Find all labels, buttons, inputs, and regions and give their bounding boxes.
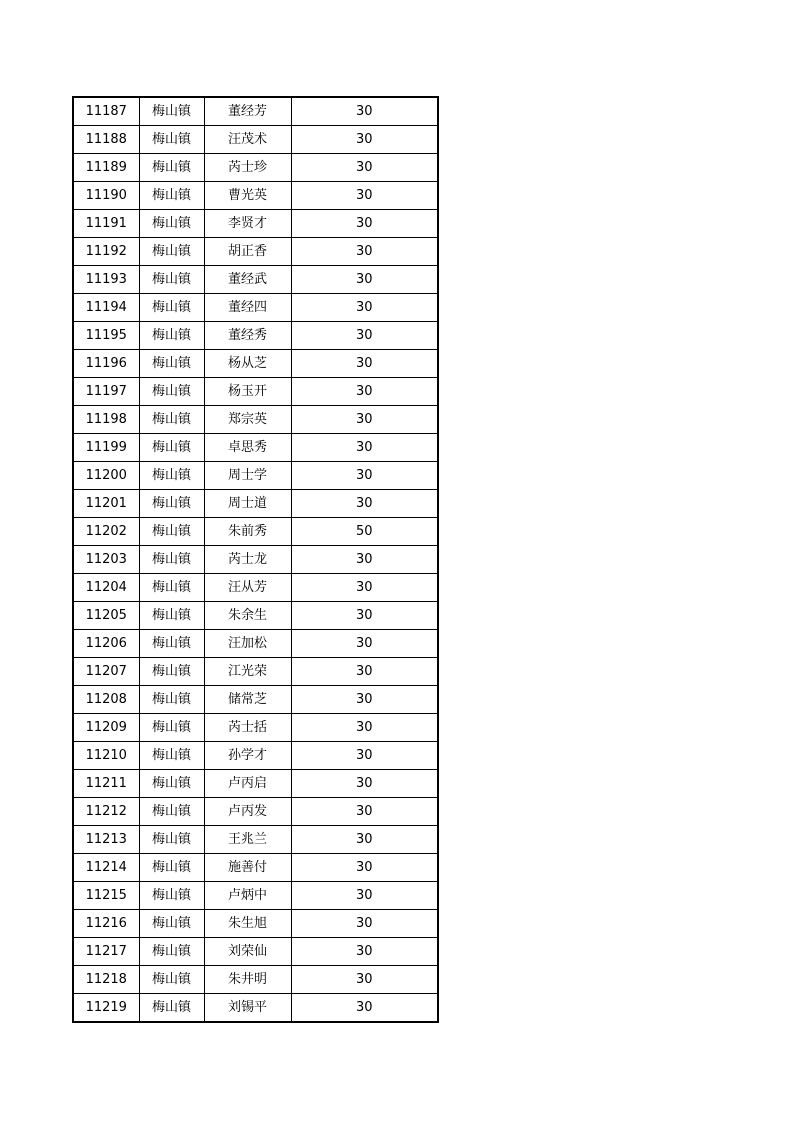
cell-id: 11198: [73, 406, 139, 434]
cell-id: 11217: [73, 938, 139, 966]
cell-town: 梅山镇: [139, 434, 204, 462]
cell-town: 梅山镇: [139, 966, 204, 994]
cell-town: 梅山镇: [139, 798, 204, 826]
cell-amount: 30: [291, 406, 438, 434]
cell-name: 汪从芳: [204, 574, 291, 602]
table-row: [73, 910, 438, 938]
cell-amount: 30: [291, 238, 438, 266]
table-row: [73, 938, 438, 966]
table-row: [73, 854, 438, 882]
cell-id: 11189: [73, 154, 139, 182]
table-row: [73, 602, 438, 630]
cell-name: 董经四: [204, 294, 291, 322]
cell-id: 11195: [73, 322, 139, 350]
cell-amount: 30: [291, 630, 438, 658]
cell-name: 胡正香: [204, 238, 291, 266]
cell-id: 11214: [73, 854, 139, 882]
cell-id: 11215: [73, 882, 139, 910]
cell-name: 杨玉开: [204, 378, 291, 406]
cell-amount: 30: [291, 294, 438, 322]
cell-amount: 30: [291, 910, 438, 938]
cell-amount: 30: [291, 97, 438, 126]
cell-name: 朱余生: [204, 602, 291, 630]
cell-town: 梅山镇: [139, 378, 204, 406]
cell-name: 周士学: [204, 462, 291, 490]
cell-name: 杨从芝: [204, 350, 291, 378]
cell-amount: 30: [291, 994, 438, 1023]
table-row: [73, 210, 438, 238]
cell-name: 刘荣仙: [204, 938, 291, 966]
cell-id: 11190: [73, 182, 139, 210]
table-row: [73, 462, 438, 490]
cell-town: 梅山镇: [139, 686, 204, 714]
cell-id: 11205: [73, 602, 139, 630]
cell-amount: 30: [291, 322, 438, 350]
cell-name: 周士道: [204, 490, 291, 518]
cell-id: 11193: [73, 266, 139, 294]
cell-name: 汪茂术: [204, 126, 291, 154]
cell-town: 梅山镇: [139, 238, 204, 266]
cell-name: 董经秀: [204, 322, 291, 350]
cell-name: 卢丙启: [204, 770, 291, 798]
table-row: [73, 266, 438, 294]
cell-town: 梅山镇: [139, 266, 204, 294]
cell-amount: 30: [291, 742, 438, 770]
cell-town: 梅山镇: [139, 350, 204, 378]
table-row: [73, 378, 438, 406]
table-row: [73, 574, 438, 602]
cell-amount: 30: [291, 826, 438, 854]
cell-id: 11211: [73, 770, 139, 798]
cell-amount: 30: [291, 938, 438, 966]
cell-name: 芮士括: [204, 714, 291, 742]
cell-id: 11191: [73, 210, 139, 238]
cell-town: 梅山镇: [139, 826, 204, 854]
cell-name: 汪加松: [204, 630, 291, 658]
cell-town: 梅山镇: [139, 854, 204, 882]
cell-town: 梅山镇: [139, 742, 204, 770]
cell-amount: 30: [291, 574, 438, 602]
cell-town: 梅山镇: [139, 882, 204, 910]
table-row: [73, 630, 438, 658]
table-row: [73, 966, 438, 994]
cell-id: 11209: [73, 714, 139, 742]
cell-id: 11210: [73, 742, 139, 770]
cell-name: 董经武: [204, 266, 291, 294]
cell-id: 11203: [73, 546, 139, 574]
cell-amount: 30: [291, 266, 438, 294]
cell-name: 芮士龙: [204, 546, 291, 574]
table-row: [73, 714, 438, 742]
cell-name: 刘锡平: [204, 994, 291, 1023]
cell-amount: 30: [291, 490, 438, 518]
cell-name: 芮士珍: [204, 154, 291, 182]
cell-id: 11200: [73, 462, 139, 490]
cell-id: 11204: [73, 574, 139, 602]
table-row: [73, 238, 438, 266]
cell-town: 梅山镇: [139, 658, 204, 686]
cell-amount: 30: [291, 154, 438, 182]
table-row: [73, 182, 438, 210]
table-row: [73, 686, 438, 714]
cell-amount: 30: [291, 854, 438, 882]
cell-id: 11216: [73, 910, 139, 938]
table-row: [73, 322, 438, 350]
cell-name: 朱井明: [204, 966, 291, 994]
table-row: [73, 406, 438, 434]
cell-name: 卢丙发: [204, 798, 291, 826]
table-row: [73, 742, 438, 770]
cell-town: 梅山镇: [139, 97, 204, 126]
cell-id: 11187: [73, 97, 139, 126]
table-row: [73, 350, 438, 378]
cell-amount: 30: [291, 966, 438, 994]
cell-town: 梅山镇: [139, 294, 204, 322]
cell-town: 梅山镇: [139, 938, 204, 966]
cell-amount: 30: [291, 770, 438, 798]
cell-amount: 30: [291, 434, 438, 462]
cell-id: 11219: [73, 994, 139, 1023]
cell-id: 11206: [73, 630, 139, 658]
cell-id: 11212: [73, 798, 139, 826]
cell-town: 梅山镇: [139, 126, 204, 154]
cell-id: 11202: [73, 518, 139, 546]
cell-name: 卓思秀: [204, 434, 291, 462]
table-body: [73, 97, 438, 1022]
cell-id: 11196: [73, 350, 139, 378]
cell-amount: 30: [291, 798, 438, 826]
table-row: [73, 434, 438, 462]
table-row: [73, 97, 438, 126]
cell-name: 董经芳: [204, 97, 291, 126]
table-row: [73, 154, 438, 182]
cell-amount: 30: [291, 602, 438, 630]
cell-town: 梅山镇: [139, 406, 204, 434]
cell-town: 梅山镇: [139, 574, 204, 602]
cell-amount: 30: [291, 126, 438, 154]
table-row: [73, 126, 438, 154]
table-row: [73, 770, 438, 798]
cell-id: 11218: [73, 966, 139, 994]
table-row: [73, 882, 438, 910]
cell-name: 储常芝: [204, 686, 291, 714]
cell-amount: 30: [291, 378, 438, 406]
cell-amount: 50: [291, 518, 438, 546]
cell-id: 11208: [73, 686, 139, 714]
cell-id: 11197: [73, 378, 139, 406]
cell-amount: 30: [291, 658, 438, 686]
cell-town: 梅山镇: [139, 154, 204, 182]
cell-name: 曹光英: [204, 182, 291, 210]
cell-name: 朱生旭: [204, 910, 291, 938]
cell-town: 梅山镇: [139, 630, 204, 658]
cell-town: 梅山镇: [139, 602, 204, 630]
cell-town: 梅山镇: [139, 490, 204, 518]
cell-amount: 30: [291, 882, 438, 910]
cell-id: 11192: [73, 238, 139, 266]
cell-town: 梅山镇: [139, 322, 204, 350]
cell-town: 梅山镇: [139, 714, 204, 742]
cell-name: 孙学才: [204, 742, 291, 770]
cell-town: 梅山镇: [139, 182, 204, 210]
cell-name: 朱前秀: [204, 518, 291, 546]
cell-amount: 30: [291, 546, 438, 574]
table-row: [73, 658, 438, 686]
cell-town: 梅山镇: [139, 994, 204, 1023]
cell-name: 郑宗英: [204, 406, 291, 434]
cell-amount: 30: [291, 686, 438, 714]
data-table: [72, 96, 439, 1023]
table-row: [73, 994, 438, 1023]
cell-name: 王兆兰: [204, 826, 291, 854]
cell-name: 卢炳中: [204, 882, 291, 910]
cell-town: 梅山镇: [139, 462, 204, 490]
cell-amount: 30: [291, 210, 438, 238]
cell-name: 李贤才: [204, 210, 291, 238]
cell-name: 施善付: [204, 854, 291, 882]
table-row: [73, 826, 438, 854]
cell-amount: 30: [291, 182, 438, 210]
cell-amount: 30: [291, 714, 438, 742]
cell-town: 梅山镇: [139, 210, 204, 238]
cell-town: 梅山镇: [139, 546, 204, 574]
cell-id: 11188: [73, 126, 139, 154]
cell-amount: 30: [291, 350, 438, 378]
table-row: [73, 798, 438, 826]
cell-town: 梅山镇: [139, 910, 204, 938]
cell-town: 梅山镇: [139, 518, 204, 546]
table-row: [73, 490, 438, 518]
table-row: [73, 294, 438, 322]
cell-id: 11213: [73, 826, 139, 854]
cell-id: 11201: [73, 490, 139, 518]
cell-id: 11207: [73, 658, 139, 686]
table-row: [73, 518, 438, 546]
cell-amount: 30: [291, 462, 438, 490]
cell-id: 11194: [73, 294, 139, 322]
cell-name: 江光荣: [204, 658, 291, 686]
cell-id: 11199: [73, 434, 139, 462]
cell-town: 梅山镇: [139, 770, 204, 798]
table-row: [73, 546, 438, 574]
